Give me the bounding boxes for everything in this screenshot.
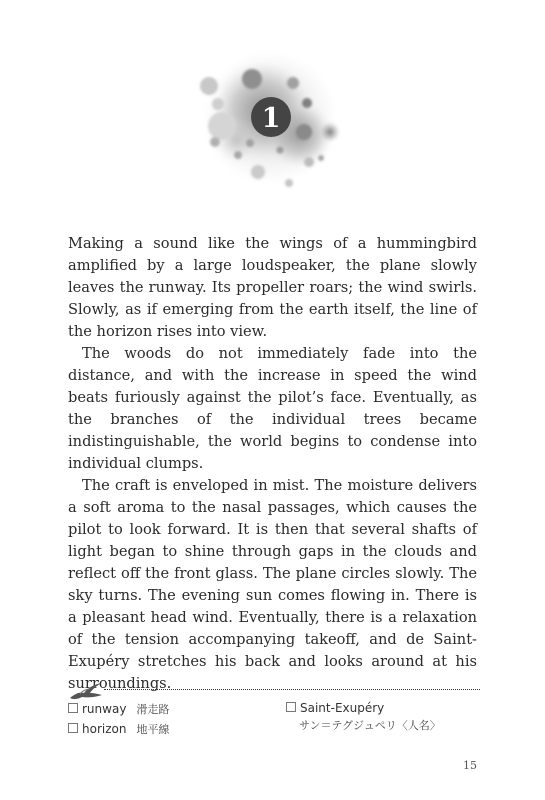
paragraph: Making a sound like the wings of a hummingbird amplified by a large loudspeaker, the plane slowly leaves the runway. Its propeller roars; the wind swirls. Slowly, as if emerging from the earth itself, the line of the horizon rises into view. xyxy=(68,235,477,340)
page-number: 15 xyxy=(463,759,477,772)
chapter-ornament xyxy=(0,0,545,215)
chapter-number: 1 xyxy=(261,103,281,134)
glossary-term: Saint-Exupéry xyxy=(300,701,385,715)
glossary-meaning: サン＝テグジュペリ〈人名〉 xyxy=(299,719,441,732)
checkbox-icon xyxy=(286,702,296,712)
glossary-term: runway xyxy=(82,702,127,716)
glossary-term: horizon xyxy=(82,722,127,736)
glossary-entry xyxy=(286,701,384,715)
checkbox-icon xyxy=(68,703,78,713)
paragraph: The woods do not immediately fade into the distance, and with the increase in speed the wind beats furiously against the pilot’s face. Eventually, as the branches of the individual trees became indistinguishable, the world begins to condense into individual clumps. xyxy=(68,345,477,472)
chapter-body xyxy=(68,233,477,695)
glossary-entry xyxy=(68,701,169,717)
glossary-meaning: 地平線 xyxy=(136,723,170,736)
flying-bird-icon xyxy=(68,680,104,702)
vocabulary-notes xyxy=(68,680,480,750)
checkbox-icon xyxy=(68,723,78,733)
glossary-meaning: 滑走路 xyxy=(136,703,170,716)
glossary-entry xyxy=(68,721,169,737)
paragraph: The craft is enveloped in mist. The moisture delivers a soft aroma to the nasal passages, which causes the pilot to look forward. It is then that several shafts of light began to shine through gaps in the clouds and reflect off the front glass. The plane circles slowly. The sky turns. The evening sun comes flowing in. There is a pleasant head wind. Eventually, there is a relaxation of the tension accompanying takeoff, and de Saint-Exupéry stretches his back and looks around at his surroundings. xyxy=(68,477,477,692)
dotted-rule xyxy=(104,689,480,690)
